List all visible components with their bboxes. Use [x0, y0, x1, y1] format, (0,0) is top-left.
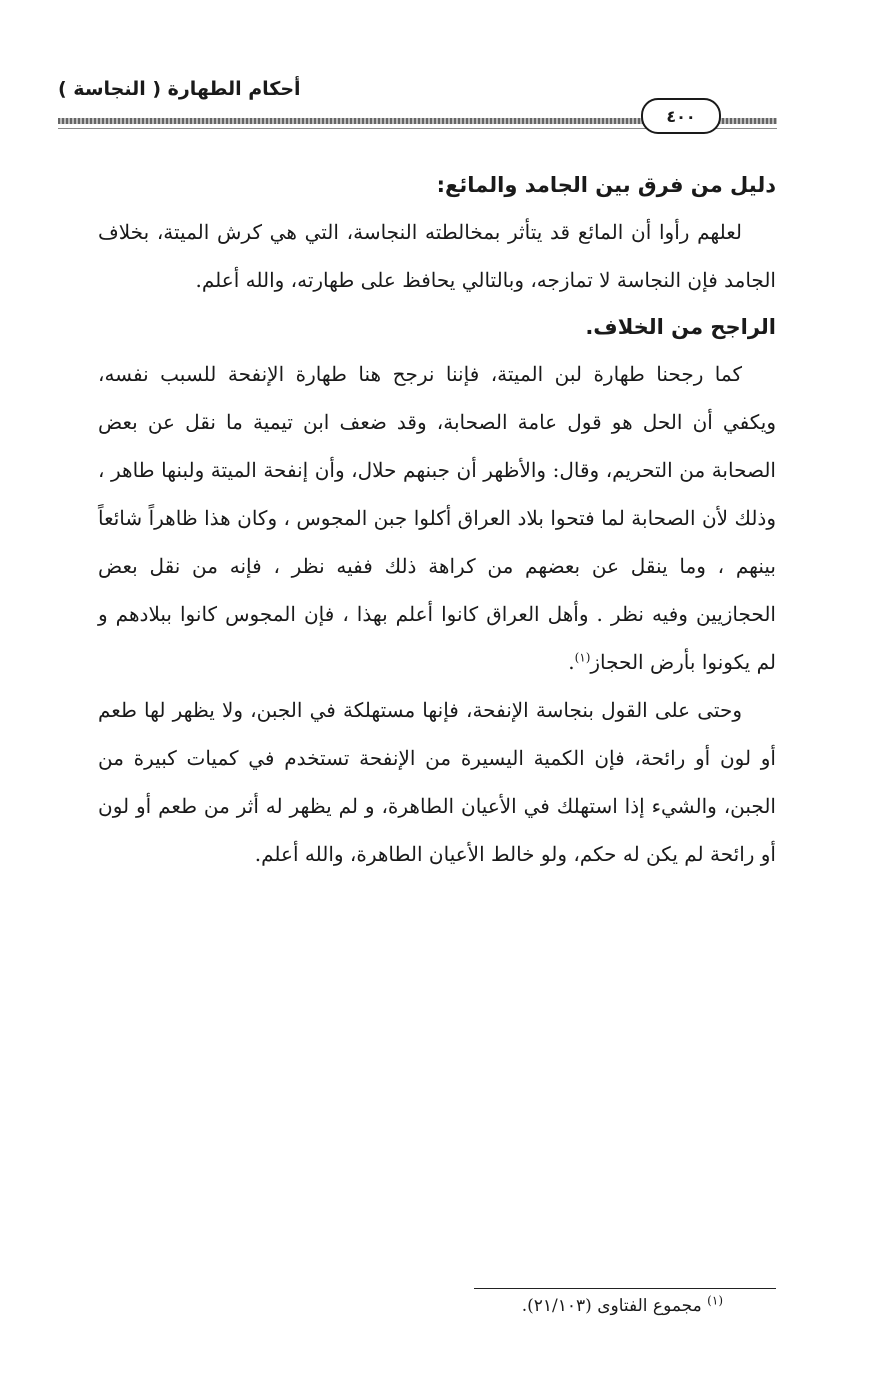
footnote-separator [474, 1288, 776, 1289]
paragraph: وحتى على القول بنجاسة الإنفحة، فإنها مستهلكة في الجبن، ولا يظهر لها طعم أو لون أو رائحة، فإن الكمية اليسيرة من الإنفحة تستخدم في كميات كبيرة من الجبن، والشيء إذا استهلك في الأعيان الطاهرة، و لم يظهر له أثر من طعم أو لون أو رائحة لم يكن له حكم، ولو خالط الأعيان الطاهرة، والله أعلم. [98, 698, 776, 866]
paragraph: لعلهم رأوا أن المائع قد يتأثر بمخالطته النجاسة، التي هي كرش الميتة، بخلاف الجامد فإن النجاسة لا تمازجه، وبالتالي يحافظ على طهارته، والله أعلم. [98, 220, 776, 292]
paragraph [98, 350, 776, 686]
page-number: ٤٠٠ [666, 106, 696, 126]
footnote-text: مجموع الفتاوى (٢١/١٠٣). [521, 1296, 702, 1316]
paragraph-text: كما رجحنا طهارة لبن الميتة، فإننا نرجح هنا طهارة الإنفحة للسبب نفسه، ويكفي أن الحل هو قول عامة الصحابة، وقد ضعف ابن تيمية ما نقل عن بعض الصحابة من التحريم، وقال: والأظهر أن جبنهم حلال، وأن إنفحة الميتة ولبنها طاهر ، وذلك لأن الصحابة لما فتحوا بلاد العراق أكلوا جبن المجوس ، وكان هذا ظاهراً شائعاً بينهم ، وما ينقل عن بعضهم من كراهة ذلك ففيه نظر ، فإنه من نقل بعض الحجازيين وفيه نظر . وأهل العراق كانوا أعلم بهذا ، فإن المجوس كانوا ببلادهم و لم يكونوا بأرض الحجاز [98, 362, 776, 674]
section-heading: دليل من فرق بين الجامد والمائع: [436, 173, 776, 197]
page-header [58, 78, 777, 132]
page-body [98, 162, 776, 878]
section-heading: الراجح من الخلاف. [585, 315, 776, 339]
footnote [521, 1293, 723, 1316]
running-book-title: أحكام الطهارة ( النجاسة ) [58, 78, 301, 100]
footnote-marker: (١) [707, 1293, 723, 1308]
paragraph-tail: . [568, 650, 575, 674]
page-number-badge [641, 98, 721, 134]
footnote-reference[interactable]: (١) [574, 650, 591, 665]
